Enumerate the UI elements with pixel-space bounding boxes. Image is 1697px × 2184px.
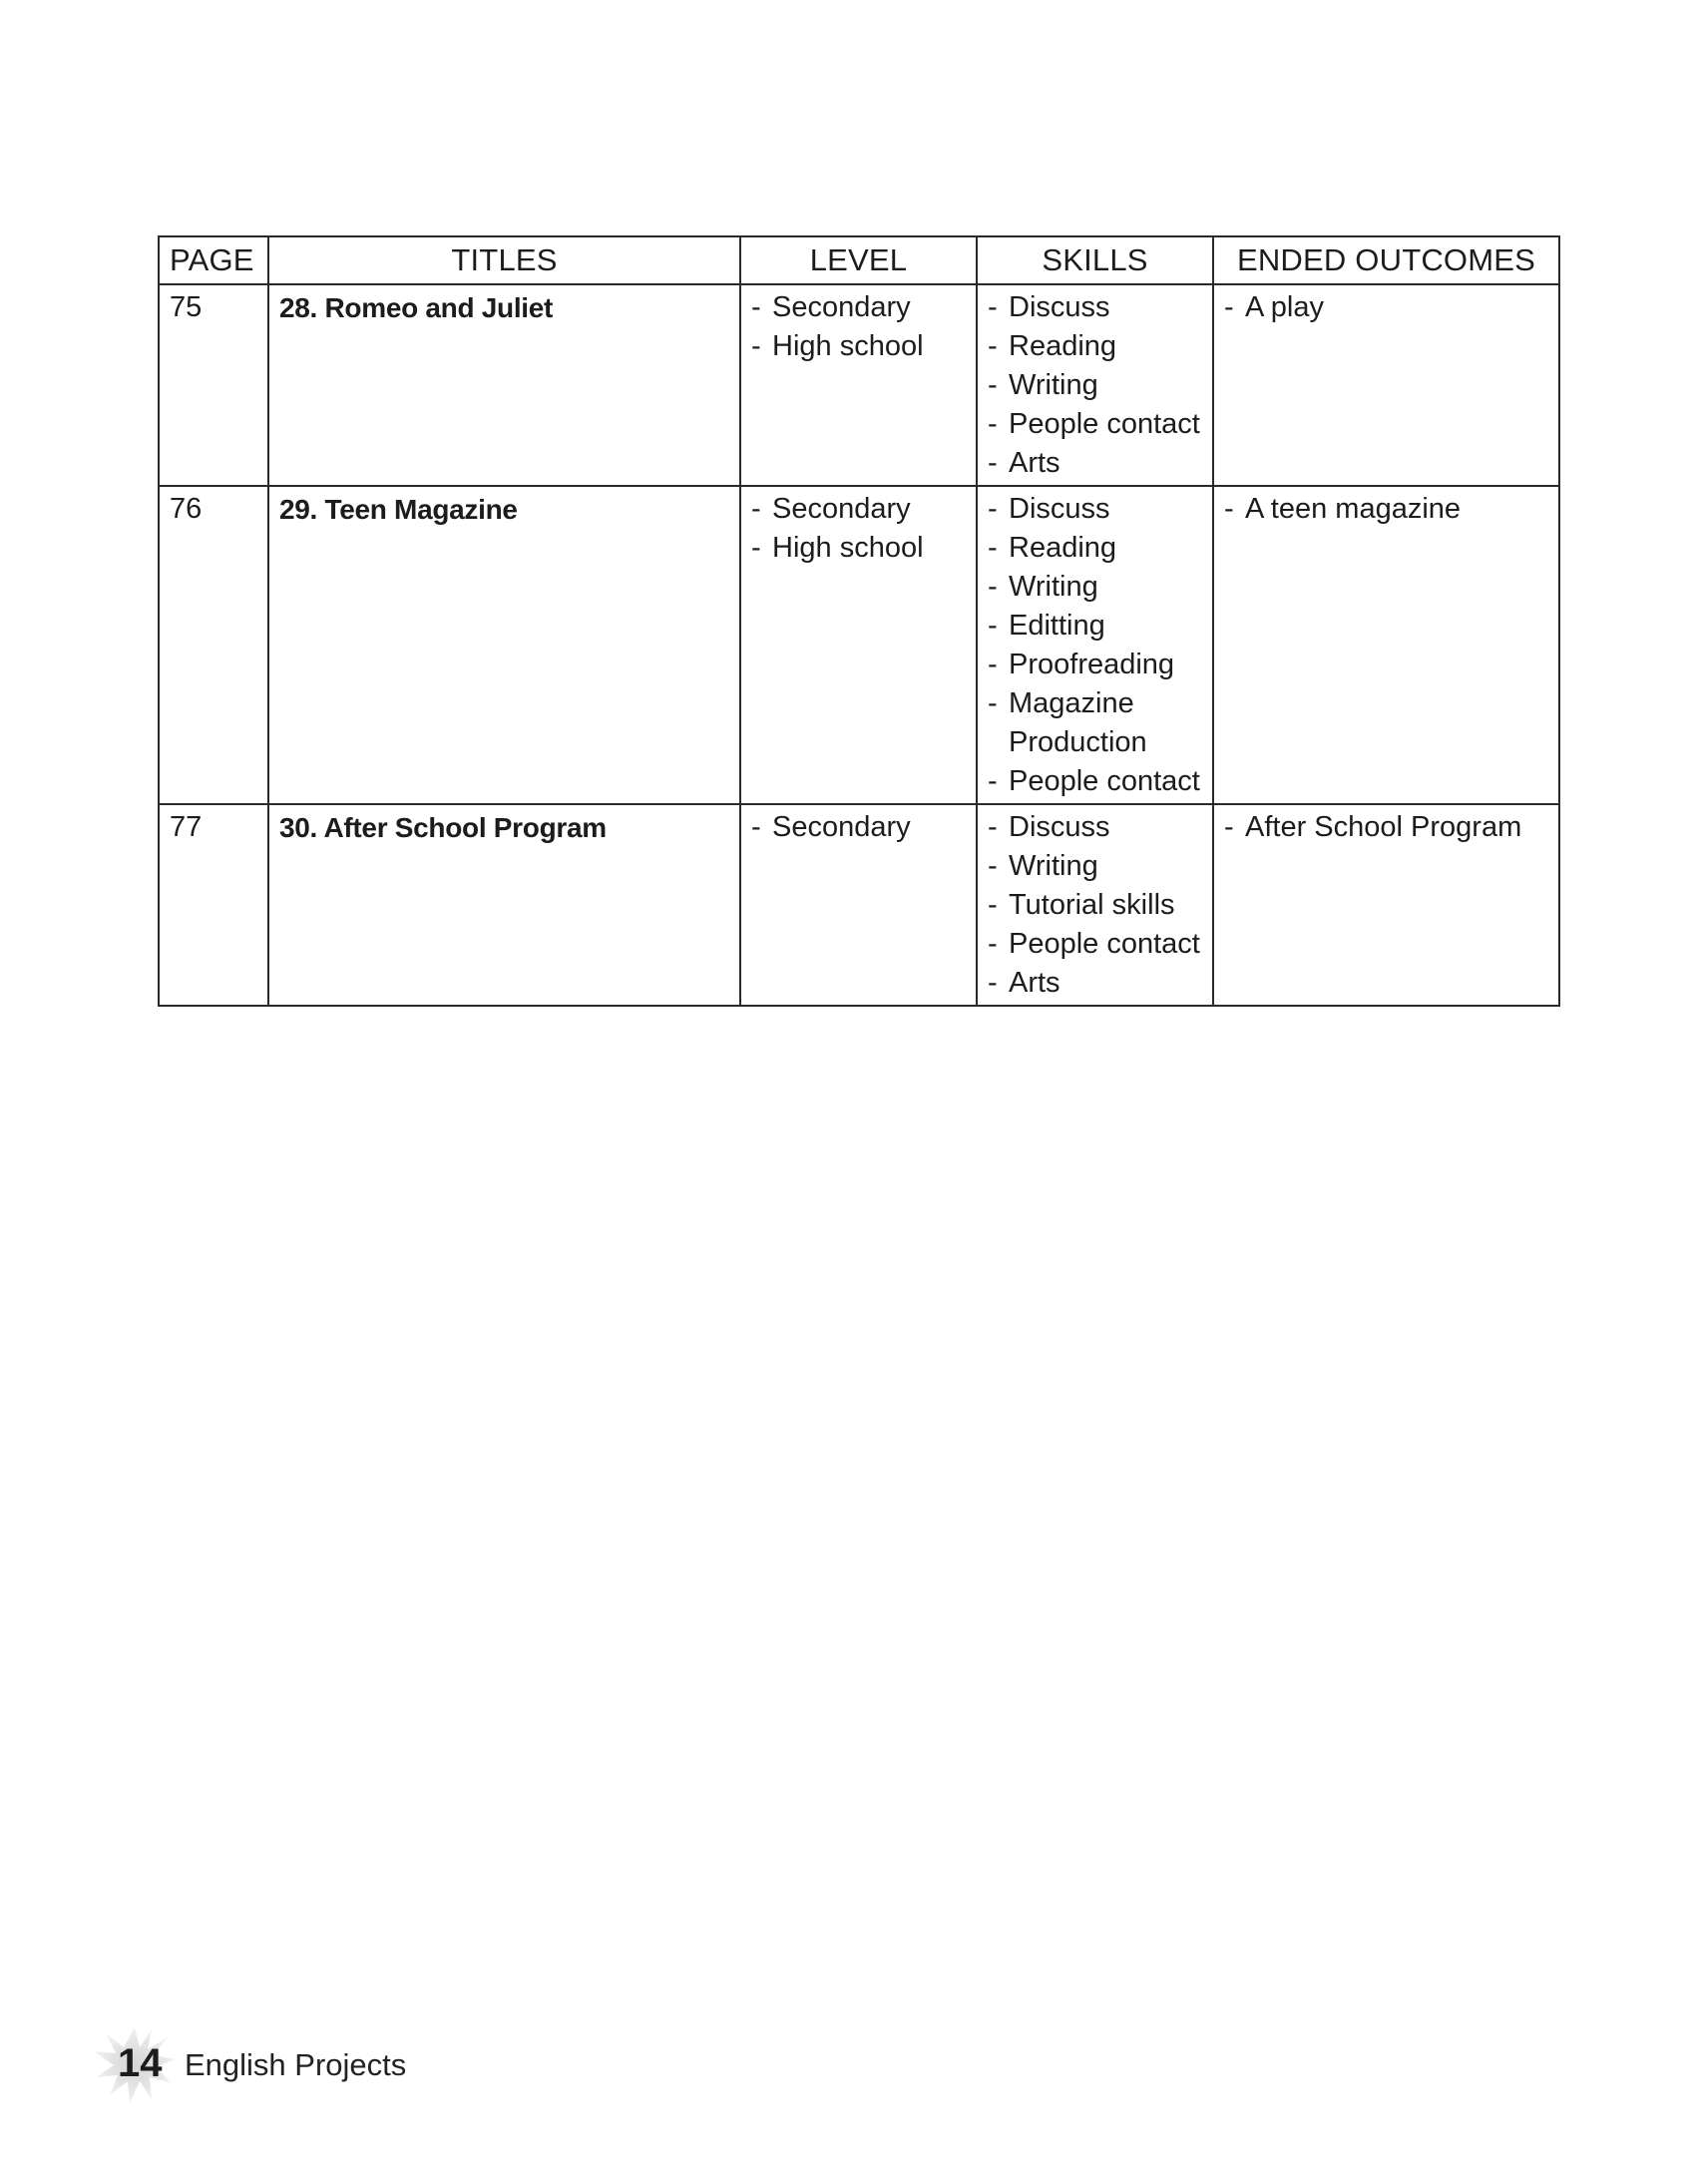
bullet-dash: -	[751, 811, 761, 843]
level-text: Secondary	[772, 291, 911, 323]
bullet-dash: -	[751, 493, 761, 525]
skill-text: People contact	[1009, 928, 1200, 960]
skill-item	[988, 405, 1202, 444]
outcome-item	[1224, 808, 1548, 847]
bullet-dash: -	[1224, 493, 1234, 525]
skill-item	[988, 808, 1202, 847]
cell-outcome	[1213, 284, 1559, 486]
outcome-item	[1224, 490, 1548, 529]
bullet-dash: -	[988, 765, 998, 797]
skill-item	[988, 886, 1202, 925]
skill-item	[988, 490, 1202, 529]
curriculum-table-container	[158, 235, 1558, 1007]
header-level: LEVEL	[740, 236, 977, 284]
skill-text: Writing	[1009, 369, 1098, 401]
curriculum-table	[158, 235, 1560, 1007]
bullet-dash: -	[988, 889, 998, 921]
skill-text: Writing	[1009, 571, 1098, 603]
bullet-dash: -	[988, 369, 998, 401]
skill-text: Reading	[1009, 330, 1117, 362]
cell-title: 30. After School Program	[268, 804, 740, 1006]
table-header-row	[159, 236, 1559, 284]
cell-title: 29. Teen Magazine	[268, 486, 740, 804]
level-text: High school	[772, 532, 924, 564]
skill-item	[988, 327, 1202, 366]
cell-outcome	[1213, 804, 1559, 1006]
page-number: 14	[118, 2041, 163, 2085]
skill-text: Proofreading	[1009, 649, 1175, 680]
bullet-dash: -	[988, 687, 998, 719]
bullet-dash: -	[988, 928, 998, 960]
level-item	[751, 327, 966, 366]
bullet-dash: -	[751, 291, 761, 323]
table-row	[159, 284, 1559, 486]
skill-item	[988, 762, 1202, 801]
skill-item	[988, 925, 1202, 964]
level-item	[751, 288, 966, 327]
skill-text: Editting	[1009, 610, 1105, 642]
bullet-dash: -	[988, 649, 998, 680]
level-text: High school	[772, 330, 924, 362]
bullet-dash: -	[988, 967, 998, 999]
level-item	[751, 808, 966, 847]
header-page: PAGE	[159, 236, 268, 284]
cell-skill	[977, 486, 1213, 804]
bullet-dash: -	[988, 571, 998, 603]
bullet-dash: -	[988, 811, 998, 843]
skill-item	[988, 444, 1202, 483]
skill-text: Tutorial skills	[1009, 889, 1175, 921]
skill-item	[988, 607, 1202, 646]
book-title: English Projects	[185, 2047, 407, 2082]
bullet-dash: -	[751, 532, 761, 564]
header-ended-outcomes: ENDED OUTCOMES	[1213, 236, 1559, 284]
level-text: Secondary	[772, 493, 911, 525]
skill-text: Discuss	[1009, 811, 1110, 843]
skill-text: Arts	[1009, 967, 1061, 999]
skill-item	[988, 568, 1202, 607]
header-titles: TITLES	[268, 236, 740, 284]
cell-page: 77	[159, 804, 268, 1006]
cell-title: 28. Romeo and Juliet	[268, 284, 740, 486]
cell-page: 76	[159, 486, 268, 804]
bullet-dash: -	[988, 610, 998, 642]
bullet-dash: -	[988, 493, 998, 525]
skill-text: Arts	[1009, 447, 1061, 479]
bullet-dash: -	[1224, 811, 1234, 843]
table-body	[159, 284, 1559, 1006]
header-skills: SKILLS	[977, 236, 1213, 284]
skill-item	[988, 646, 1202, 684]
cell-skill	[977, 804, 1213, 1006]
outcome-text: A teen magazine	[1245, 493, 1462, 525]
bullet-dash: -	[988, 330, 998, 362]
page-footer	[90, 2019, 489, 2119]
skill-text: Writing	[1009, 850, 1098, 882]
cell-page: 75	[159, 284, 268, 486]
cell-level	[740, 804, 977, 1006]
skill-text: Discuss	[1009, 493, 1110, 525]
skill-text: Reading	[1009, 532, 1117, 564]
skill-item	[988, 366, 1202, 405]
skill-item	[988, 288, 1202, 327]
outcome-text: A play	[1245, 291, 1324, 323]
bullet-dash: -	[988, 532, 998, 564]
skill-text: People contact	[1009, 765, 1200, 797]
skill-text: People contact	[1009, 408, 1200, 440]
skill-item	[988, 529, 1202, 568]
level-text: Secondary	[772, 811, 911, 843]
skill-item	[988, 684, 1202, 762]
level-item	[751, 529, 966, 568]
table-row	[159, 486, 1559, 804]
bullet-dash: -	[988, 850, 998, 882]
cell-level	[740, 486, 977, 804]
level-item	[751, 490, 966, 529]
table-row	[159, 804, 1559, 1006]
bullet-dash: -	[988, 408, 998, 440]
bullet-dash: -	[988, 447, 998, 479]
cell-level	[740, 284, 977, 486]
skill-text: Magazine Production	[1009, 687, 1147, 758]
cell-outcome	[1213, 486, 1559, 804]
bullet-dash: -	[1224, 291, 1234, 323]
outcome-item	[1224, 288, 1548, 327]
bullet-dash: -	[988, 291, 998, 323]
bullet-dash: -	[751, 330, 761, 362]
skill-text: Discuss	[1009, 291, 1110, 323]
outcome-text: After School Program	[1245, 811, 1522, 843]
skill-item	[988, 847, 1202, 886]
cell-skill	[977, 284, 1213, 486]
skill-item	[988, 964, 1202, 1003]
